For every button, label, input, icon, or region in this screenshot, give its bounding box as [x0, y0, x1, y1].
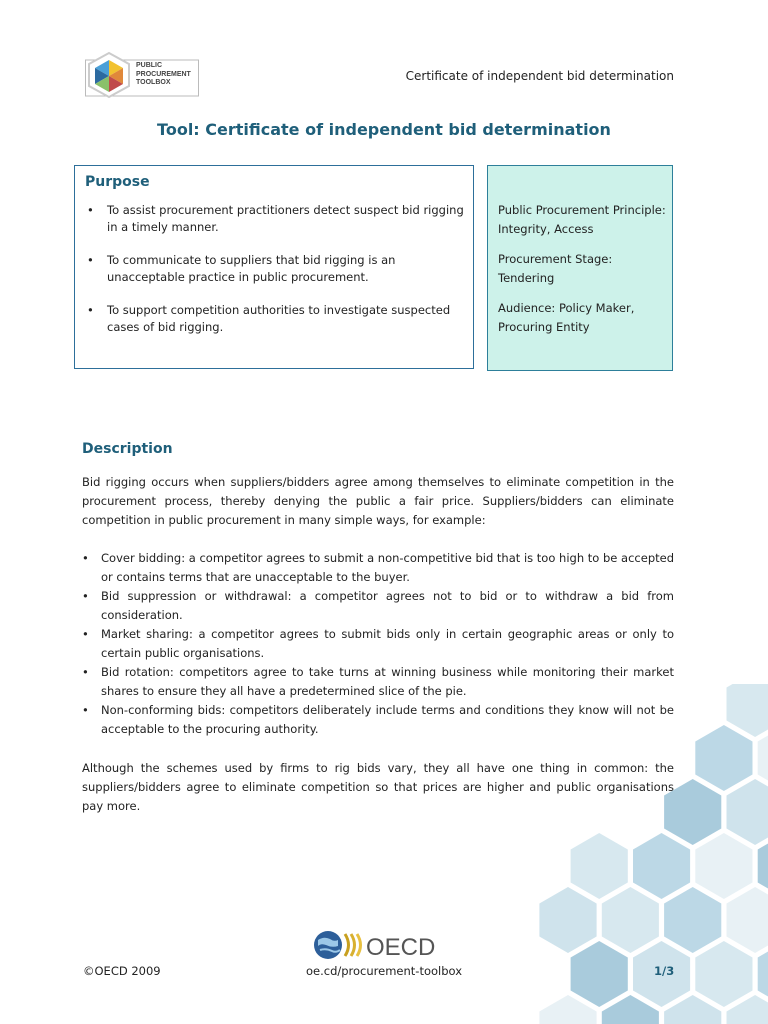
hexagon-tile: [695, 833, 752, 899]
stage-info: Procurement Stage: Tendering: [498, 252, 613, 285]
hexagon-tile: [602, 887, 659, 953]
hexagon-tile: [758, 833, 768, 899]
header-document-title: Certificate of independent bid determination: [405, 69, 674, 83]
oecd-logo-text: OECD: [366, 934, 436, 961]
page-number: 1/3: [654, 964, 675, 978]
description-item: • Market sharing: a competitor agrees to submit bids only in certain geographic areas or only to certain public organisations.: [82, 625, 674, 663]
description-item: • Cover bidding: a competitor agrees to submit a non-competitive bid that is too high to be accepted or contains terms that are unacceptable to the buyer.: [82, 549, 674, 587]
description-intro: Bid rigging occurs when suppliers/bidders agree among themselves to eliminate competition in the procurement process, thereby denying the public a fair price. Suppliers/bidders can eliminate competition in public procurement in many simple ways, for example:: [82, 475, 674, 527]
purpose-item: • To assist procurement practitioners detect suspect bid rigging in a timely manner.: [85, 202, 465, 236]
hexagon-tile: [727, 684, 768, 737]
hexagon-tile: [664, 887, 721, 953]
principle-info: Public Procurement Principle: Integrity, Access: [498, 203, 666, 236]
purpose-item: • To communicate to suppliers that bid rigging is an unacceptable practice in public procurement.: [85, 252, 465, 286]
footer-url[interactable]: oe.cd/procurement-toolbox: [305, 964, 463, 978]
description-heading: Description: [82, 441, 173, 457]
logo-line-2: PROCUREMENT: [136, 70, 191, 78]
logo-line-1: PUBLIC: [136, 62, 163, 69]
description-item: • Non-conforming bids: competitors deliberately include terms and conditions they know will not be acceptable to the procuring authority.: [82, 701, 674, 739]
purpose-list: [85, 202, 465, 352]
hexagon-tile: [758, 725, 768, 791]
logo-line-3: TOOLBOX: [136, 79, 171, 86]
purpose-heading: Purpose: [85, 174, 150, 190]
purpose-item: • To support competition authorities to investigate suspected cases of bid rigging.: [85, 302, 465, 336]
hexagon-tile: [633, 833, 690, 899]
hexagon-tile: [571, 833, 628, 899]
hexagon-tile: [695, 725, 752, 791]
tool-info-box: [487, 165, 673, 371]
hexagon-tile: [664, 779, 721, 845]
hexagon-tile: [539, 887, 596, 953]
hexagon-tile: [727, 779, 768, 845]
description-item: • Bid rotation: competitors agree to take turns at winning business while monitoring their market shares to ensure they all have a predetermined slice of the pie.: [82, 663, 674, 701]
purpose-box: [74, 165, 474, 369]
hexagon-tile: [727, 887, 768, 953]
footer-copyright: ©OECD 2009: [83, 964, 161, 978]
oecd-logo: [312, 928, 452, 962]
description-conclusion: Although the schemes used by firms to rig bids vary, they all have one thing in common: the suppliers/bidders agree to eliminate competition so that prices are higher and public organisations pay more.: [82, 761, 674, 813]
page-title: Tool: Certificate of independent bid determination: [157, 120, 611, 139]
logo-wordmark: [136, 62, 191, 88]
description-item: • Bid suppression or withdrawal: a competitor agrees not to bid or to withdraw a bid from consideration.: [82, 587, 674, 625]
audience-info: Audience: Policy Maker, Procuring Entity: [498, 301, 635, 334]
